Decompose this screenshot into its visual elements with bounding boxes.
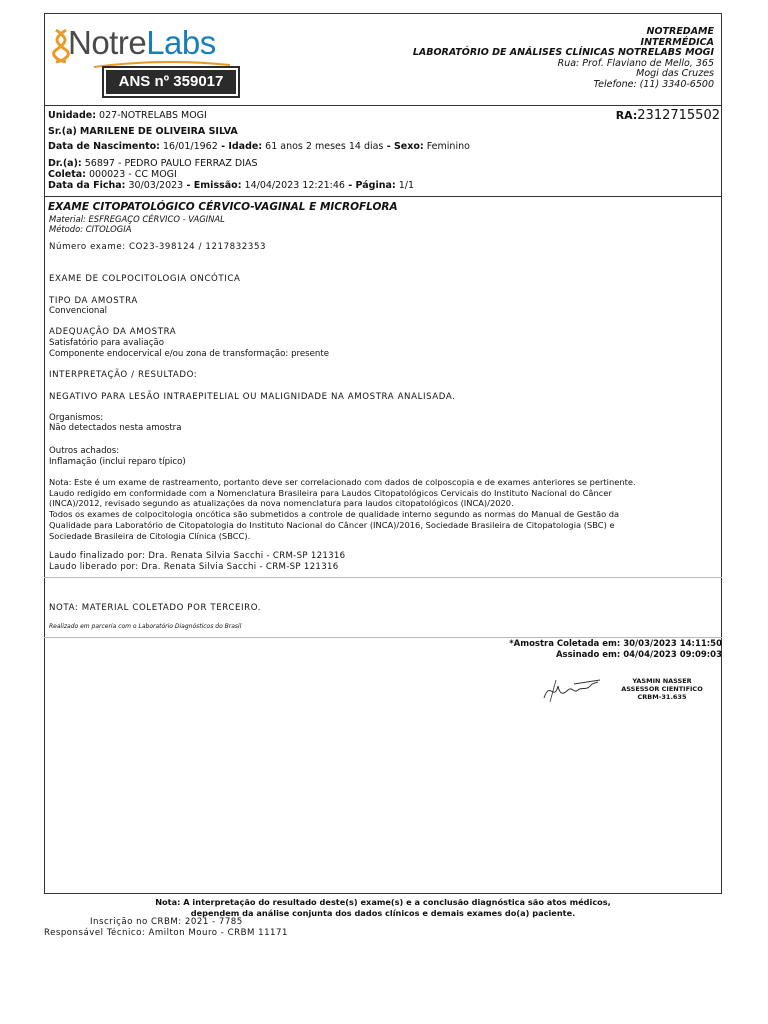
outros-value: Inflamação (inclui reparo típico) <box>49 457 186 467</box>
signer-name: YASMIN NASSER <box>632 677 692 685</box>
ficha-line: Data da Ficha: 30/03/2023 - Emissão: 14/04/2023 12:21:46 - Página: 1/1 <box>48 180 415 191</box>
lab-line2: INTERMÉDICA <box>640 36 714 48</box>
unidade-line: Unidade: 027-NOTRELABS MOGI <box>48 110 207 121</box>
exam-material: Material: ESFREGAÇO CÉRVICO - VAGINAL <box>49 214 225 224</box>
patient-dob-line: Data de Nascimento: 16/01/1962 - Idade: 61 anos 2 meses 14 dias - Sexo: Feminino <box>48 141 470 152</box>
responsavel-tecnico: Responsável Técnico: Amilton Mouro - CRBM 11171 <box>44 928 288 938</box>
organismos-label: Organismos: <box>49 413 104 423</box>
lab-address: Rua: Prof. Flaviano de Mello, 365 <box>557 57 714 69</box>
interpretacao-label: INTERPRETAÇÃO / RESULTADO: <box>49 370 198 380</box>
nota-line: Laudo redigido em conformidade com a Nomenclatura Brasileira para Laudos Citopatológicos Cervicais do Instituto Nacional do Câncer <box>49 487 612 498</box>
outros-label: Outros achados: <box>49 446 120 456</box>
patient-divider <box>44 196 722 197</box>
laudo-liberado: Laudo liberado por: Dra. Renata Silvia Sacchi - CRM-SP 121316 <box>49 562 339 572</box>
tipo-value: Convencional <box>49 306 107 316</box>
adequacao-value-2: Componente endocervical e/ou zona de transformação: presente <box>49 349 330 359</box>
nota-line: Todos os exames de colpocitologia oncótica são submetidos a controle de qualidade interno segundo as normas do Manual de Gestão da <box>49 509 620 520</box>
nota-line: (INCA)/2012, revisado segundo as atualizações da nova nomenclatura para laudos citopatológicos (INCA)/2020. <box>49 498 514 509</box>
organismos-value: Não detectados nesta amostra <box>49 423 182 433</box>
signer-role: ASSESSOR CIENTIFICO <box>621 685 703 693</box>
logo-swoosh <box>92 60 232 70</box>
lab-line1: NOTREDAME <box>646 26 714 37</box>
signer-crbm: CRBM-31.635 <box>637 693 687 701</box>
coleta-line: Coleta: 000023 - CC MOGI <box>48 169 177 180</box>
signer-block <box>612 677 712 701</box>
nota-material: NOTA: MATERIAL COLETADO POR TERCEIRO. <box>49 603 262 613</box>
notes-divider <box>44 637 722 638</box>
assinado-em: Assinado em: 04/04/2023 09:09:03 <box>555 650 722 660</box>
inscricao-crbm: Inscrição no CRBM: 2021 - 7785 <box>90 917 243 927</box>
tipo-label: TIPO DA AMOSTRA <box>49 296 138 306</box>
lab-phone: Telefone: (11) 3340-6500 <box>593 78 714 90</box>
patient-name: MARILENE DE OLIVEIRA SILVA <box>79 126 238 137</box>
lab-city: Mogi das Cruzes <box>636 68 714 79</box>
signature-image <box>540 672 610 708</box>
ans-badge: ANS nº 359017 <box>106 70 236 94</box>
header-divider <box>44 105 722 106</box>
footer-note: Nota: A interpretação do resultado deste(s) exame(s) e a conclusão diagnóstica são atos médicos, dependem da análise conjunta dos dados clínicos e demais exames do(a) paciente. <box>155 897 611 918</box>
exam-heading: EXAME DE COLPOCITOLOGIA ONCÓTICA <box>49 274 241 284</box>
ra-field: RA:2312715502 <box>615 108 720 123</box>
exam-title: EXAME CITOPATOLÓGICO CÉRVICO-VAGINAL E MICROFLORA <box>48 201 398 213</box>
results-divider <box>44 577 722 578</box>
adequacao-value-1: Satisfatório para avaliação <box>49 338 164 348</box>
doctor-line: Dr.(a): 56897 - PEDRO PAULO FERRAZ DIAS <box>48 158 258 169</box>
nota-block <box>49 477 721 541</box>
lab-line3: LABORATÓRIO DE ANÁLISES CLÍNICAS NOTRELABS MOGI <box>412 47 714 58</box>
exam-method: Método: CITOLOGIA <box>49 224 132 234</box>
laudo-finalizado: Laudo finalizado por: Dra. Renata Silvia Sacchi - CRM-SP 121316 <box>49 551 346 561</box>
footer-divider <box>44 893 722 894</box>
nota-line: Nota: Este é um exame de rastreamento, portanto deve ser correlacionado com dados de colposcopia e de exames anteriores se pertinente. <box>49 477 636 487</box>
parceria-note: Realizado em parceria com o Laboratório Diagnósticos do Brasil <box>49 623 242 630</box>
nota-line: Sociedade Brasileira de Citologia Clínica (SBCC). <box>49 530 251 541</box>
amostra-coletada: *Amostra Coletada em: 30/03/2023 14:11:50 <box>509 639 722 649</box>
exam-number: Número exame: CO23-398124 / 1217832353 <box>49 242 267 252</box>
lab-info <box>413 27 714 90</box>
logo-text-labs: Labs <box>146 24 216 61</box>
adequacao-label: ADEQUAÇÃO DA AMOSTRA <box>49 327 177 337</box>
patient-name-line: Sr.(a) MARILENE DE OLIVEIRA SILVA <box>48 126 238 137</box>
logo-text-notre: Notre <box>68 24 147 61</box>
nota-line: Qualidade para Laboratório de Citopatologia do Instituto Nacional do Câncer (INCA)/2016, Sociedade Brasileira de Citopatologia (SBC) e <box>49 519 615 530</box>
resultado: NEGATIVO PARA LESÃO INTRAEPITELIAL OU MALIGNIDADE NA AMOSTRA ANALISADA. <box>49 392 456 402</box>
